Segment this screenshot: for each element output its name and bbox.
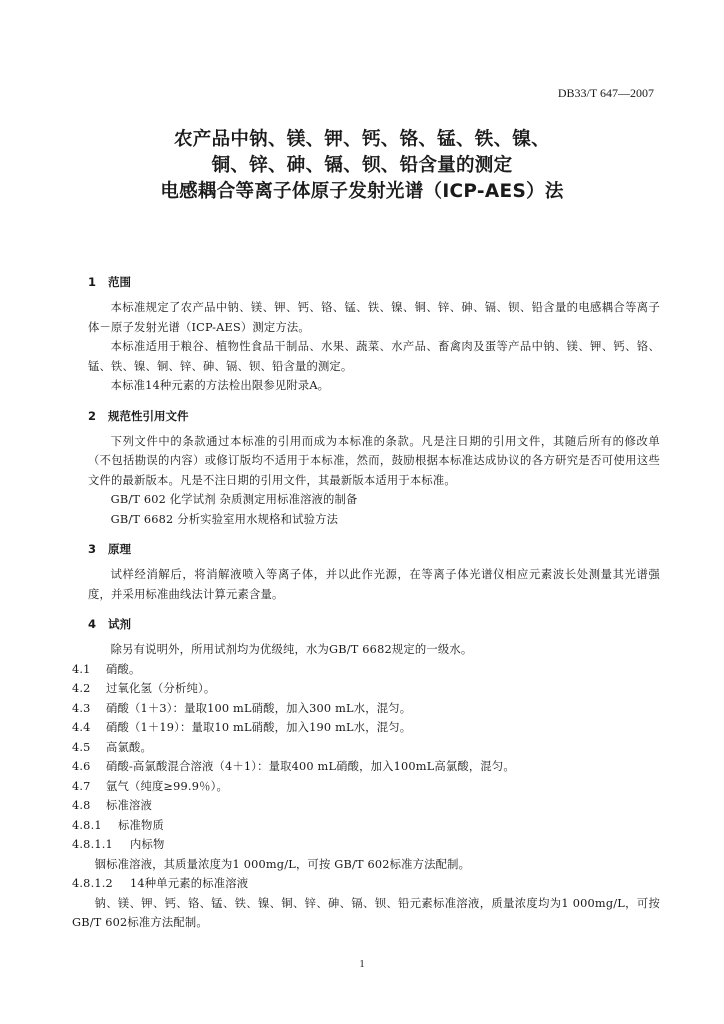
section-number: 4 bbox=[88, 617, 97, 631]
list-item bbox=[72, 699, 660, 719]
item-text: 标准物质 bbox=[118, 818, 164, 832]
section-2-heading bbox=[88, 406, 660, 426]
item-number: 4.8.1.2 bbox=[72, 877, 113, 890]
item-number: 4.2 bbox=[72, 682, 91, 695]
list-item bbox=[72, 738, 660, 758]
section-1-paragraph-2: 本标准适用于粮谷、植物性食品干制品、水果、蔬菜、水产品、畜禽肉及蛋等产品中钠、镁、钾、钙、铬、锰、铁、镍、铜、锌、砷、镉、钡、铅含量的测定。 bbox=[88, 340, 660, 373]
item-text: 高氯酸。 bbox=[106, 740, 152, 754]
section-number: 2 bbox=[88, 408, 97, 423]
item-text: 标准溶液 bbox=[106, 799, 152, 812]
item-number: 4.3 bbox=[72, 701, 91, 715]
item-number: 4.4 bbox=[72, 721, 91, 734]
item-text: 过氧化氢（分析纯）。 bbox=[106, 682, 216, 695]
item-number: 4.7 bbox=[72, 779, 91, 793]
internal-standard-text: 铟标准溶液，其质量浓度为1 000mg/L，可按 GB/T 602标准方法配制。 bbox=[94, 857, 471, 871]
list-item bbox=[72, 777, 660, 797]
item-text: 14种单元素的标准溶液 bbox=[130, 877, 249, 890]
list-item bbox=[72, 757, 660, 777]
section-title: 试剂 bbox=[108, 617, 131, 631]
reference-gbt-6682: GB/T 6682 分析实验室用水规格和试验方法 bbox=[110, 512, 339, 526]
item-number: 4.8.1 bbox=[72, 818, 102, 832]
section-title: 原理 bbox=[108, 542, 131, 556]
header-code: DB33/T 647—2007 bbox=[557, 86, 654, 100]
item-text: 硝酸-高氯酸混合溶液（4＋1）：量取400 mL硝酸，加入100mL高氯酸，混匀。 bbox=[106, 760, 515, 773]
list-item bbox=[72, 679, 660, 699]
item-text: 硝酸（1＋19）：量取10 mL硝酸，加入190 mL水，混匀。 bbox=[106, 721, 412, 734]
list-item bbox=[72, 796, 660, 816]
document-body bbox=[72, 272, 660, 933]
page-number: 1 bbox=[359, 958, 365, 970]
item-number: 4.8 bbox=[72, 799, 91, 812]
section-3-paragraph-1: 试样经消解后，将消解液喷入等离子体，并以此作光源，在等离子体光谱仪相应元素波长处测量其光谱强度，并采用标准曲线法计算元素含量。 bbox=[88, 568, 660, 601]
list-item bbox=[72, 660, 660, 680]
reference-gbt-602: GB/T 602 化学试剂 杂质测定用标准溶液的制备 bbox=[110, 493, 358, 506]
item-number: 4.5 bbox=[72, 740, 91, 754]
document-title bbox=[0, 127, 724, 205]
element-standards-text: 钠、镁、钾、钙、铬、锰、铁、镍、铜、锌、砷、镉、钡、铅元素标准溶液，质量浓度均为1 000mg/L，可按GB/T 602标准方法配制。 bbox=[72, 896, 660, 929]
section-2-paragraph-1: 下列文件中的条款通过本标准的引用而成为本标准的条款。凡是注日期的引用文件，其随后所有的修改单（不包括勘误的内容）或修订版均不适用于本标准，然而，鼓励根据本标准达成协议的各方研究是否可使用这些文件的最新版本。凡是不注日期的引用文件，其最新版本适用于本标准。 bbox=[88, 434, 660, 487]
section-1-heading bbox=[88, 272, 660, 292]
section-number: 3 bbox=[88, 542, 97, 556]
list-item bbox=[72, 835, 660, 855]
section-number: 1 bbox=[88, 275, 97, 289]
item-text: 氩气（纯度≥99.9％）。 bbox=[106, 779, 228, 793]
title-line-3: 电感耦合等离子体原子发射光谱（ICP-AES）法 bbox=[160, 181, 564, 202]
section-4-intro: 除另有说明外，所用试剂均为优级纯，水为GB/T 6682规定的一级水。 bbox=[110, 643, 473, 656]
item-number: 4.6 bbox=[72, 760, 91, 773]
title-line-1: 农产品中钠、镁、钾、钙、铬、锰、铁、镍、 bbox=[173, 129, 550, 150]
list-item bbox=[72, 816, 660, 836]
list-item bbox=[72, 874, 660, 894]
title-line-2: 铜、锌、砷、镉、钡、铅含量的测定 bbox=[211, 155, 513, 176]
list-item bbox=[72, 718, 660, 738]
section-4-heading bbox=[88, 614, 660, 634]
item-number: 4.8.1.1 bbox=[72, 838, 113, 851]
section-title: 范围 bbox=[108, 275, 131, 289]
section-title: 规范性引用文件 bbox=[108, 408, 189, 423]
item-text: 硝酸（1＋3）：量取100 mL硝酸，加入300 mL水，混匀。 bbox=[106, 701, 412, 715]
item-text: 内标物 bbox=[130, 838, 165, 851]
reagent-list bbox=[72, 660, 660, 933]
section-1-paragraph-3: 本标准14种元素的方法检出限参见附录A。 bbox=[110, 379, 330, 392]
item-number: 4.1 bbox=[72, 662, 91, 676]
section-3-heading bbox=[88, 539, 660, 559]
item-text: 硝酸。 bbox=[106, 662, 141, 676]
section-1-paragraph-1: 本标准规定了农产品中钠、镁、钾、钙、铬、锰、铁、镍、铜、锌、砷、镉、钡、铅含量的电感耦合等离子体－原子发射光谱（ICP-AES）测定方法。 bbox=[88, 301, 660, 334]
